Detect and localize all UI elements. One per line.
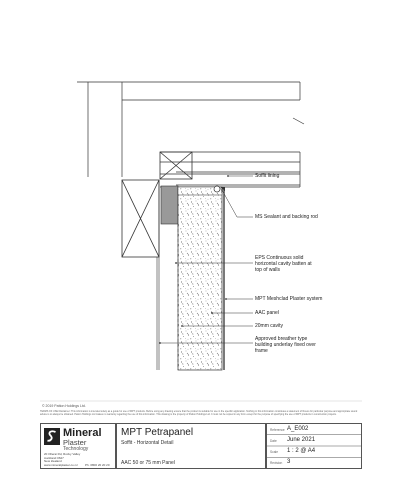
scale-value: 1 : 2 @ A4 <box>287 448 316 454</box>
label-cavity: 20mm cavity <box>255 323 284 329</box>
scale-label: Scale <box>270 450 278 454</box>
label-breather: Approved breather type building underlay fixed over frame <box>255 336 316 354</box>
panel-note: AAC 50 or 75 mm Panel <box>121 460 175 466</box>
upper-structure <box>77 82 304 177</box>
drawing-title: MPT Petrapanel <box>121 427 194 438</box>
copyright: © 2019 Patton Holdings Ltd. <box>42 404 86 408</box>
reference-value: A_E002 <box>287 426 309 432</box>
date-value: June 2021 <box>287 437 316 443</box>
company-address-2: Auckland 0627 <box>44 455 64 460</box>
disclaimer-text: TERMS OF USE Disclaimer: This information is intended solely as a guide for use of MPT products. Before using any drawing ensure that the product is suitable for use in the specific application. Nothing in this information constitutes a statement of fitness for particular purpose and appropriate sound advice is to always be obtained. Patton Holdings Ltd makes no warranty regarding the use of this information. This drawing is the property of Patton Holdings Ltd. It must not be copied in any form except for the purpose of specifying the use of MPT products in construction projects. <box>40 410 358 417</box>
company-name-line1: Mineral <box>63 427 102 439</box>
company-phone: Ph. 0800 20 20 20 <box>85 462 110 467</box>
revision-value: 3 <box>287 459 291 465</box>
company-logo-icon <box>44 428 60 445</box>
meta-dividers <box>266 423 362 469</box>
label-ms-sealant: MS Sealant and backing rod <box>255 214 318 220</box>
label-meshclad: MPT Meshclad Plaster system <box>255 296 323 302</box>
eps-cavity-batten <box>161 186 178 224</box>
company-block <box>40 423 116 469</box>
company-name-line2: Plaster <box>63 438 87 447</box>
drawing-subtitle: Soffit - Horizontal Detail <box>121 440 174 446</box>
company-address-1: 20 Ollerai Rd, Rocky Valley <box>44 452 81 456</box>
disclaimer-box <box>40 410 362 419</box>
title-block <box>116 423 266 469</box>
reference-label: Reference <box>270 428 285 432</box>
date-label: Date <box>270 439 277 443</box>
timber-block-top <box>160 152 192 179</box>
label-soffit-lining: Soffit lining <box>255 173 280 179</box>
timber-stud <box>122 180 159 257</box>
company-name-line3: Technology <box>63 446 89 452</box>
label-eps-batten: EPS Continuous solid horizontal cavity batten at top of walls <box>255 255 312 273</box>
aac-panel <box>178 187 222 370</box>
revision-label: Revision <box>270 461 283 465</box>
label-aac-panel: AAC panel <box>255 310 279 316</box>
company-address-3: New Zealand <box>44 459 62 464</box>
company-website: www.mineralplaster.co.nz <box>44 462 78 467</box>
